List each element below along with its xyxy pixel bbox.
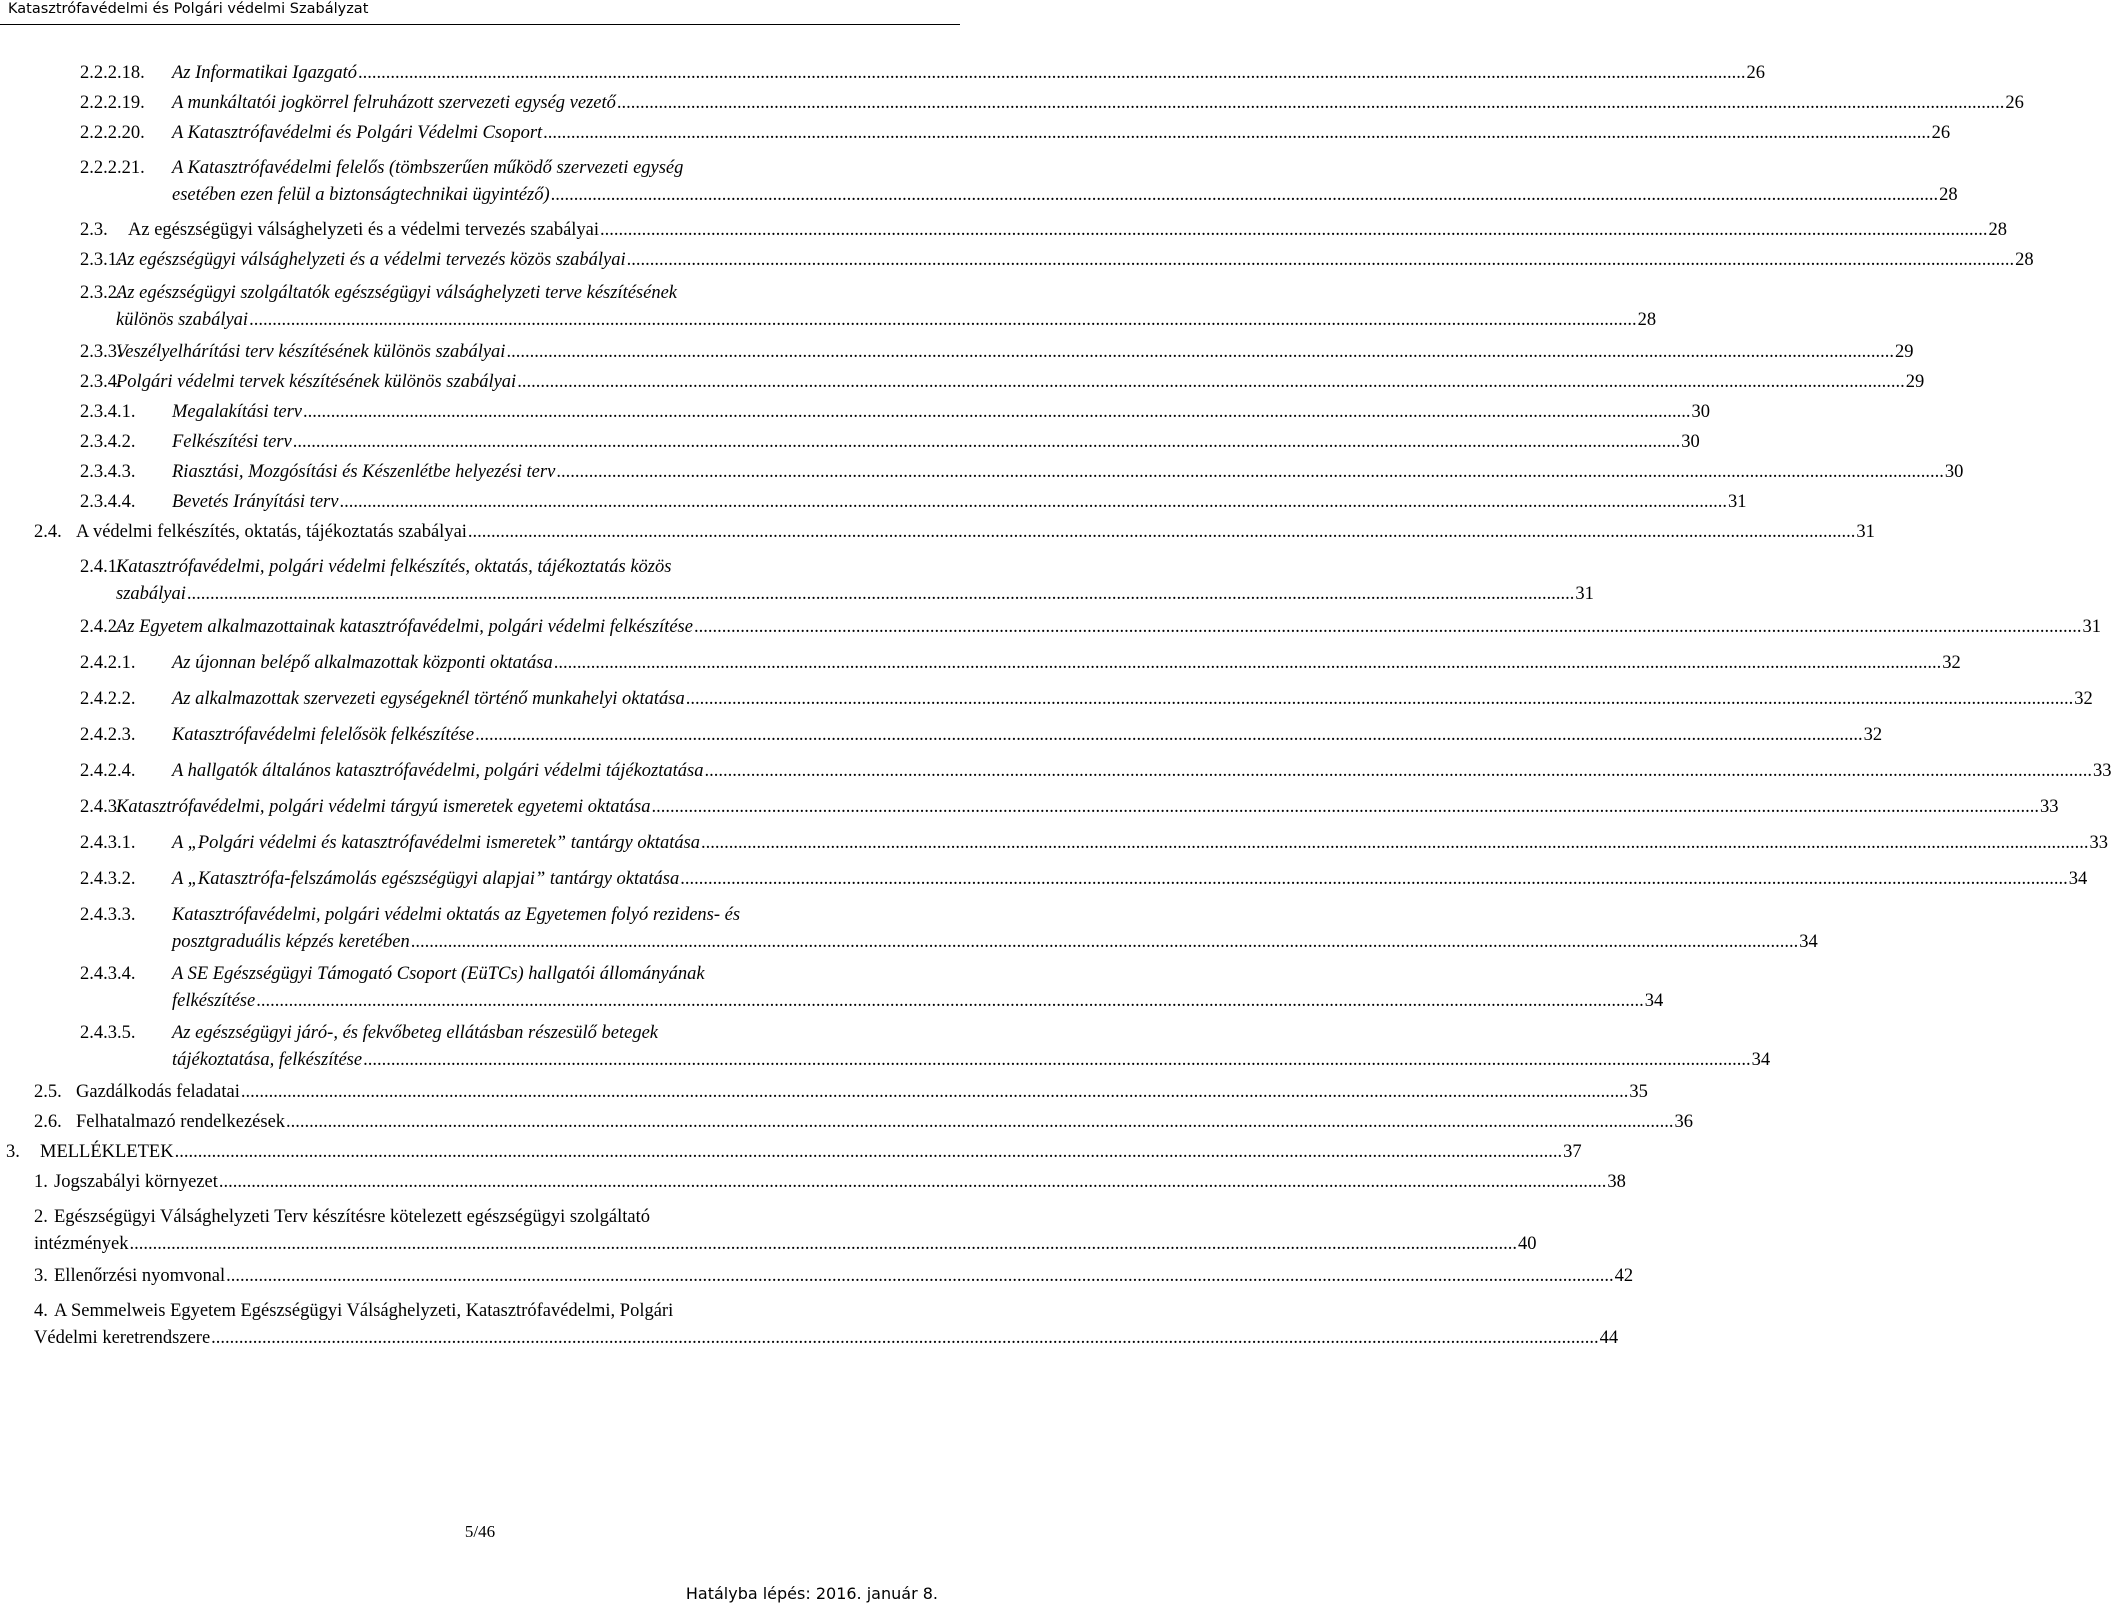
dot-leader: ............................................................................................................................................................................................................................................................................................................ bbox=[543, 123, 1931, 143]
dot-leader: ............................................................................................................................................................................................................................................................................................................ bbox=[651, 797, 2039, 817]
toc-entry-title: A Semmelweis Egyetem Egészségügyi Válsághelyzeti, Katasztrófavédelmi, Polgári bbox=[54, 1301, 674, 1321]
dot-leader: ............................................................................................................................................................................................................................................................................................................ bbox=[704, 761, 2092, 781]
toc-entry-page: 28 bbox=[1637, 310, 1657, 330]
toc-entry-title: Az egészségügyi válsághelyzeti és a védelmi tervezés közös szabályai bbox=[116, 250, 626, 270]
toc-entry-number: 2.4. bbox=[34, 522, 62, 542]
toc-entry-page: 34 bbox=[2068, 869, 2088, 889]
toc-entry-page: 33 bbox=[2092, 761, 2111, 781]
toc-entry-page: 28 bbox=[1939, 185, 1958, 205]
dot-leader: ............................................................................................................................................................................................................................................................................................................ bbox=[693, 617, 2082, 637]
dot-leader: ............................................................................................................................................................................................................................................................................................................ bbox=[600, 220, 1988, 240]
toc-entry[interactable] bbox=[0, 1020, 1771, 1074]
toc-entry-number: 2.4.3.4. bbox=[80, 964, 136, 984]
dot-leader: ............................................................................................................................................................................................................................................................................................................ bbox=[256, 991, 1644, 1011]
toc-entry[interactable] bbox=[0, 1204, 1537, 1258]
dot-leader: ............................................................................................................................................................................................................................................................................................................ bbox=[249, 310, 1637, 330]
toc-entry-page: 26 bbox=[1931, 123, 1951, 143]
toc-entry-number: 2.6. bbox=[34, 1112, 62, 1132]
toc-entry-title: Bevetés Irányítási terv bbox=[172, 492, 339, 512]
toc-entry-number: 2.4.3.3. bbox=[80, 905, 136, 925]
toc-entry-title: Jogszabályi környezet bbox=[54, 1172, 218, 1192]
dot-leader: ............................................................................................................................................................................................................................................................................................................ bbox=[339, 492, 1727, 512]
toc-entry-number: 2.3.4. bbox=[80, 372, 122, 392]
toc-entry-page: 34 bbox=[1751, 1050, 1771, 1070]
toc-entry-page: 29 bbox=[1905, 372, 1925, 392]
dot-leader: ............................................................................................................................................................................................................................................................................................................ bbox=[475, 725, 1863, 745]
dot-leader: ............................................................................................................................................................................................................................................................................................................ bbox=[363, 1050, 1751, 1070]
page-number: 5/46 bbox=[464, 1522, 496, 1541]
dot-leader: ............................................................................................................................................................................................................................................................................................................ bbox=[358, 63, 1746, 83]
toc-entry-title: Az egészségügyi járó-, és fekvőbeteg ellátásban részesülő betegek bbox=[172, 1023, 659, 1043]
toc-entry-title: A SE Egészségügyi Támogató Csoport (EüTCs) hallgatói állományának bbox=[172, 964, 705, 984]
toc-entry-page: 26 bbox=[2005, 93, 2024, 113]
toc-entry-number: 2.3.4.2. bbox=[80, 432, 136, 452]
toc-entry-number: 2.4.3.2. bbox=[80, 869, 136, 889]
toc-entry[interactable] bbox=[0, 1169, 1626, 1196]
toc-entry-title: Megalakítási terv bbox=[172, 402, 302, 422]
toc-entry[interactable] bbox=[0, 961, 1664, 1015]
toc-entry[interactable] bbox=[0, 247, 2034, 274]
dot-leader: ............................................................................................................................................................................................................................................................................................................ bbox=[517, 372, 1905, 392]
toc-entry-number: 2.4.2.1. bbox=[80, 653, 136, 673]
toc-entry-number: 2.4.2.4. bbox=[80, 761, 136, 781]
dot-leader: ............................................................................................................................................................................................................................................................................................................ bbox=[553, 653, 1942, 673]
toc-entry-number: 2.4.3.1. bbox=[80, 833, 136, 853]
toc-entry-number: 2.5. bbox=[34, 1082, 62, 1102]
toc-entry-page: 31 bbox=[1575, 584, 1594, 604]
toc-entry-page: 37 bbox=[1563, 1142, 1582, 1162]
dot-leader: ............................................................................................................................................................................................................................................................................................................ bbox=[550, 185, 1939, 205]
effective-date: Hatályba lépés: 2016. január 8. bbox=[685, 1584, 938, 1603]
toc-entry-number: 2.4.2.3. bbox=[80, 725, 136, 745]
toc-entry-title: Felkészítési terv bbox=[172, 432, 292, 452]
toc-entry[interactable] bbox=[0, 369, 1925, 396]
dot-leader: ............................................................................................................................................................................................................................................................................................................ bbox=[129, 1234, 1518, 1254]
toc-entry-page: 42 bbox=[1614, 1266, 1634, 1286]
toc-entry-page: 44 bbox=[1599, 1328, 1619, 1348]
toc-entry[interactable] bbox=[0, 459, 1964, 486]
toc-entry[interactable] bbox=[0, 722, 1883, 749]
toc-entry-page: 30 bbox=[1691, 402, 1710, 422]
toc-entry[interactable] bbox=[0, 60, 1765, 87]
toc-entry[interactable] bbox=[0, 614, 2101, 641]
toc-entry-title: tájékoztatása, felkészítése bbox=[172, 1050, 363, 1070]
toc-entry-title: posztgraduális képzés keretében bbox=[172, 932, 410, 952]
toc-entry-page: 30 bbox=[1681, 432, 1700, 452]
toc-entry-title: A „Katasztrófa-felszámolás egészségügyi alapjai” tantárgy oktatása bbox=[172, 869, 680, 889]
toc-entry-title: felkészítése bbox=[172, 991, 256, 1011]
toc-entry[interactable] bbox=[0, 686, 2093, 713]
header-title: Katasztrófavédelmi és Polgári védelmi Szabályzat bbox=[8, 1, 369, 17]
dot-leader: ............................................................................................................................................................................................................................................................................................................ bbox=[506, 342, 1894, 362]
toc-entry-page: 29 bbox=[1894, 342, 1914, 362]
toc-entry-title: Az alkalmazottak szervezeti egységeknél történő munkahelyi oktatása bbox=[172, 689, 685, 709]
toc-entry[interactable] bbox=[0, 120, 1951, 147]
toc-entry-number: 2.2.2.19. bbox=[80, 93, 145, 113]
dot-leader: ............................................................................................................................................................................................................................................................................................................ bbox=[226, 1266, 1614, 1286]
toc-entry-number: 2.3.4.1. bbox=[80, 402, 136, 422]
toc-entry-number: 2.4.2. bbox=[80, 617, 122, 637]
toc-entry-page: 33 bbox=[2089, 833, 2109, 853]
toc-entry-page: 38 bbox=[1607, 1172, 1626, 1192]
toc-entry[interactable] bbox=[0, 155, 1958, 209]
toc-entry-title: Védelmi keretrendszere bbox=[34, 1328, 211, 1348]
toc-entry-title: Riasztási, Mozgósítási és Készenlétbe helyezési terv bbox=[172, 462, 556, 482]
dot-leader: ............................................................................................................................................................................................................................................................................................................ bbox=[211, 1328, 1599, 1348]
toc-entry-title: A munkáltatói jogkörrel felruházott szervezeti egység vezető bbox=[172, 93, 616, 113]
toc-entry[interactable] bbox=[0, 90, 2024, 117]
dot-leader: ............................................................................................................................................................................................................................................................................................................ bbox=[174, 1142, 1563, 1162]
toc-entry-number: 2.2.2.21. bbox=[80, 158, 145, 178]
toc-entry[interactable] bbox=[0, 1079, 1648, 1106]
toc-entry-title: Egészségügyi Válsághelyzeti Terv készítésre kötelezett egészségügyi szolgáltató bbox=[54, 1207, 650, 1227]
toc-entry-number: 2.4.3. bbox=[80, 797, 122, 817]
toc-entry-title: Katasztrófavédelmi, polgári védelmi oktatás az Egyetemen folyó rezidens- és bbox=[172, 905, 741, 925]
toc-entry-page: 31 bbox=[1856, 522, 1875, 542]
dot-leader: ............................................................................................................................................................................................................................................................................................................ bbox=[616, 93, 2005, 113]
toc-entry-number: 4. bbox=[34, 1301, 48, 1321]
toc-entry-title: különös szabályai bbox=[116, 310, 249, 330]
toc-entry[interactable] bbox=[0, 902, 1818, 956]
toc-entry-number: 2.2.2.20. bbox=[80, 123, 145, 143]
toc-entry[interactable] bbox=[0, 1109, 1694, 1136]
toc-entry-number: 2. bbox=[34, 1207, 48, 1227]
dot-leader: ............................................................................................................................................................................................................................................................................................................ bbox=[556, 462, 1944, 482]
toc-entry-page: 32 bbox=[2074, 689, 2093, 709]
toc-entry-number: 2.4.2.2. bbox=[80, 689, 136, 709]
toc-entry-title: Polgári védelmi tervek készítésének különös szabályai bbox=[116, 372, 517, 392]
toc-entry-page: 28 bbox=[2015, 250, 2034, 270]
dot-leader: ............................................................................................................................................................................................................................................................................................................ bbox=[302, 402, 1691, 422]
dot-leader: ............................................................................................................................................................................................................................................................................................................ bbox=[186, 584, 1575, 604]
toc-entry-title: Katasztrófavédelmi, polgári védelmi tárgyú ismeretek egyetemi oktatása bbox=[116, 797, 651, 817]
toc-entry-page: 32 bbox=[1863, 725, 1883, 745]
toc-entry[interactable] bbox=[0, 650, 1961, 677]
toc-entry-number: 2.3.4.4. bbox=[80, 492, 136, 512]
toc-entry[interactable] bbox=[0, 339, 1914, 366]
toc-entry[interactable] bbox=[0, 489, 1747, 516]
toc-entry-page: 26 bbox=[1746, 63, 1765, 83]
toc-entry-page: 35 bbox=[1629, 1082, 1648, 1102]
toc-entry[interactable] bbox=[0, 830, 2109, 857]
toc-entry-page: 34 bbox=[1799, 932, 1818, 952]
toc-entry[interactable] bbox=[0, 280, 1657, 334]
toc-entry-number: 2.3.4.3. bbox=[80, 462, 136, 482]
toc-entry-title: Az egészségügyi szolgáltatók egészségügyi válsághelyzeti terve készítésének bbox=[116, 283, 678, 303]
toc-entry-page: 31 bbox=[1727, 492, 1747, 512]
toc-entry-page: 36 bbox=[1674, 1112, 1694, 1132]
toc-entry-title: Az újonnan belépő alkalmazottak központi oktatása bbox=[172, 653, 553, 673]
dot-leader: ............................................................................................................................................................................................................................................................................................................ bbox=[680, 869, 2068, 889]
toc-entry-title: MELLÉKLETEK bbox=[40, 1142, 174, 1162]
dot-leader: ............................................................................................................................................................................................................................................................................................................ bbox=[218, 1172, 1607, 1192]
toc-entry[interactable] bbox=[0, 429, 1700, 456]
toc-entry-number: 3. bbox=[6, 1142, 20, 1162]
toc-entry-title: Az egészségügyi válsághelyzeti és a védelmi tervezés szabályai bbox=[128, 220, 600, 240]
dot-leader: ............................................................................................................................................................................................................................................................................................................ bbox=[240, 1082, 1629, 1102]
toc-entry-page: 33 bbox=[2040, 797, 2059, 817]
toc-entry[interactable] bbox=[0, 758, 2111, 785]
toc-entry-number: 2.4.1. bbox=[80, 557, 122, 577]
toc-entry-title: Gazdálkodás feladatai bbox=[76, 1082, 240, 1102]
toc-entry[interactable] bbox=[0, 1139, 1582, 1166]
toc-entry-page: 34 bbox=[1644, 991, 1664, 1011]
toc-entry-title: intézmények bbox=[34, 1234, 129, 1254]
toc-entry[interactable] bbox=[0, 399, 1710, 426]
dot-leader: ............................................................................................................................................................................................................................................................................................................ bbox=[685, 689, 2074, 709]
toc-entry[interactable] bbox=[0, 519, 1875, 546]
toc-entry-page: 40 bbox=[1518, 1234, 1537, 1254]
dot-leader: ............................................................................................................................................................................................................................................................................................................ bbox=[286, 1112, 1674, 1132]
toc-entry-number: 2.3.1. bbox=[80, 250, 122, 270]
dot-leader: ............................................................................................................................................................................................................................................................................................................ bbox=[701, 833, 2089, 853]
toc-entry-number: 3. bbox=[34, 1266, 48, 1286]
toc-entry-number: 2.4.3.5. bbox=[80, 1023, 136, 1043]
toc-entry-page: 28 bbox=[1988, 220, 2008, 240]
toc-entry-title: A Katasztrófavédelmi és Polgári Védelmi Csoport bbox=[172, 123, 543, 143]
toc-entry-title: Ellenőrzési nyomvonal bbox=[54, 1266, 226, 1286]
toc-entry-number: 1. bbox=[34, 1172, 48, 1192]
toc-entry[interactable] bbox=[0, 217, 2008, 244]
dot-leader: ............................................................................................................................................................................................................................................................................................................ bbox=[292, 432, 1681, 452]
toc-entry-number: 2.3. bbox=[80, 220, 108, 240]
toc-entry[interactable] bbox=[0, 1263, 1634, 1290]
toc-entry[interactable] bbox=[0, 1298, 1619, 1352]
toc-entry-title: esetében ezen felül a biztonságtechnikai ügyintéző) bbox=[172, 185, 550, 205]
toc-entry[interactable] bbox=[0, 554, 1594, 608]
toc-entry[interactable] bbox=[0, 866, 2088, 893]
toc-entry-page: 30 bbox=[1944, 462, 1964, 482]
toc-entry-title: Az Informatikai Igazgató bbox=[172, 63, 357, 83]
toc-entry-number: 2.2.2.18. bbox=[80, 63, 145, 83]
toc-entry[interactable] bbox=[0, 794, 2059, 821]
toc-entry-title: A Katasztrófavédelmi felelős (tömbszerűen működő szervezeti egység bbox=[172, 158, 684, 178]
dot-leader: ............................................................................................................................................................................................................................................................................................................ bbox=[626, 250, 2015, 270]
toc-entry-title: A „Polgári védelmi és katasztrófavédelmi ismeretek” tantárgy oktatása bbox=[172, 833, 701, 853]
toc-entry-number: 2.3.3. bbox=[80, 342, 122, 362]
toc-entry-title: Katasztrófavédelmi felelősök felkészítése bbox=[172, 725, 475, 745]
toc-entry-title: A hallgatók általános katasztrófavédelmi, polgári védelmi tájékoztatása bbox=[172, 761, 704, 781]
toc-entry-title: Katasztrófavédelmi, polgári védelmi felkészítés, oktatás, tájékoztatás közös bbox=[116, 557, 672, 577]
toc-entry-number: 2.3.2. bbox=[80, 283, 122, 303]
dot-leader: ............................................................................................................................................................................................................................................................................................................ bbox=[410, 932, 1799, 952]
toc-entry-title: Veszélyelhárítási terv készítésének különös szabályai bbox=[116, 342, 506, 362]
dot-leader: ............................................................................................................................................................................................................................................................................................................ bbox=[467, 522, 1856, 542]
toc-entry-title: Az Egyetem alkalmazottainak katasztrófavédelmi, polgári védelmi felkészítése bbox=[116, 617, 693, 637]
toc-entry-page: 31 bbox=[2082, 617, 2101, 637]
toc-entry-title: Felhatalmazó rendelkezések bbox=[76, 1112, 286, 1132]
toc-entry-title: szabályai bbox=[116, 584, 186, 604]
toc-entry-title: A védelmi felkészítés, oktatás, tájékoztatás szabályai bbox=[76, 522, 467, 542]
toc-entry-page: 32 bbox=[1942, 653, 1961, 673]
